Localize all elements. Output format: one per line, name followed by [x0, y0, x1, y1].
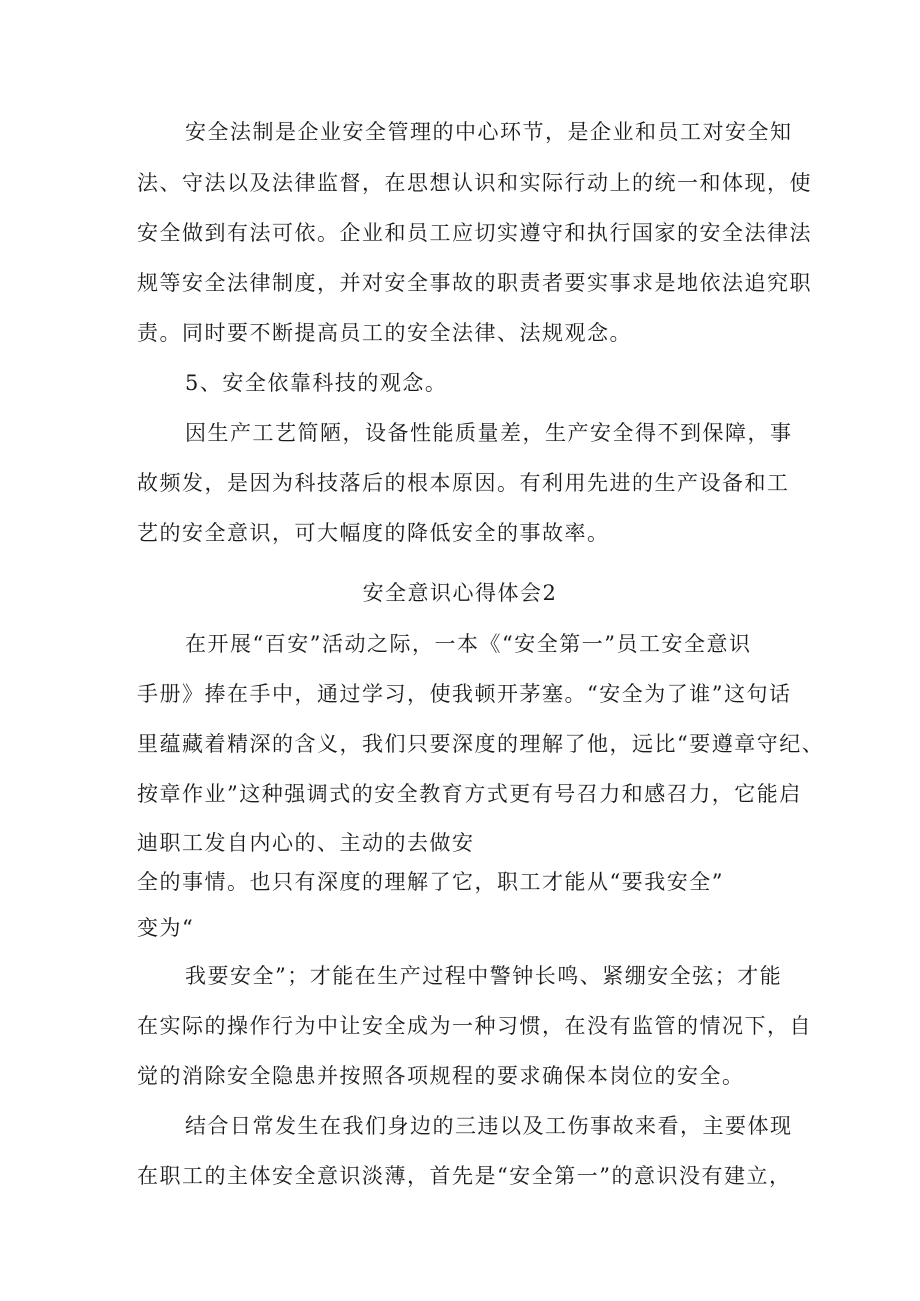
paragraph-line: 全的事情。也只有深度的理解了它，职工才能从“要我安全” [137, 870, 724, 894]
paragraph-line: 安全法制是企业安全管理的中心环节，是企业和员工对安全知 [185, 120, 793, 144]
paragraph-line: 里蕴藏着精深的含义，我们只要深度的理解了他，远比“要遵章守纪、 [137, 732, 825, 756]
paragraph-line: 我要安全”；才能在生产过程中警钟长鸣、紧绷安全弦；才能 [185, 964, 783, 988]
paragraph-line: 故频发，是因为科技落后的根本原因。有利用先进的生产设备和工 [137, 471, 790, 495]
paragraph-line: 安全做到有法可依。企业和员工应切实遵守和执行国家的安全法律法 [137, 221, 812, 245]
paragraph-line: 因生产工艺简陋，设备性能质量差，生产安全得不到保障，事 [185, 421, 793, 445]
paragraph-line: 变为“ [137, 916, 195, 940]
list-item-heading: 5、安全依靠科技的观念。 [185, 371, 448, 395]
paragraph-line: 按章作业”这种强调式的安全教育方式更有号召力和感召力，它能启 [137, 782, 802, 806]
paragraph-line: 法、守法以及法律监督，在思想认识和实际行动上的统一和体现，使 [137, 171, 812, 195]
paragraph-line: 艺的安全意识，可大幅度的降低安全的事故率。 [137, 521, 610, 545]
paragraph-line: 在实际的操作行为中让安全成为一种习惯，在没有监管的情况下，自 [137, 1014, 812, 1038]
paragraph-line: 在职工的主体安全意识淡薄，首先是“安全第一”的意识没有建立， [137, 1164, 792, 1188]
paragraph-line: 规等安全法律制度，并对安全事故的职责者要实事求是地依法追究职 [137, 271, 812, 295]
paragraph-line: 责。同时要不断提高员工的安全法律、法规观念。 [137, 321, 632, 345]
paragraph-line: 觉的消除安全隐患并按照各项规程的要求确保本岗位的安全。 [137, 1064, 745, 1088]
paragraph-line: 结合日常发生在我们身边的三违以及工伤事故来看，主要体现 [185, 1114, 793, 1138]
paragraph-line: 手册》捧在手中，通过学习，使我顿开茅塞。“安全为了谁”这句话 [137, 682, 792, 706]
paragraph-line: 迪职工发自内心的、主动的去做安 [137, 831, 475, 855]
paragraph-line: 在开展“百安”活动之际，一本《“安全第一”员工安全意识 [185, 632, 752, 656]
section-title: 安全意识心得体会2 [362, 581, 558, 605]
